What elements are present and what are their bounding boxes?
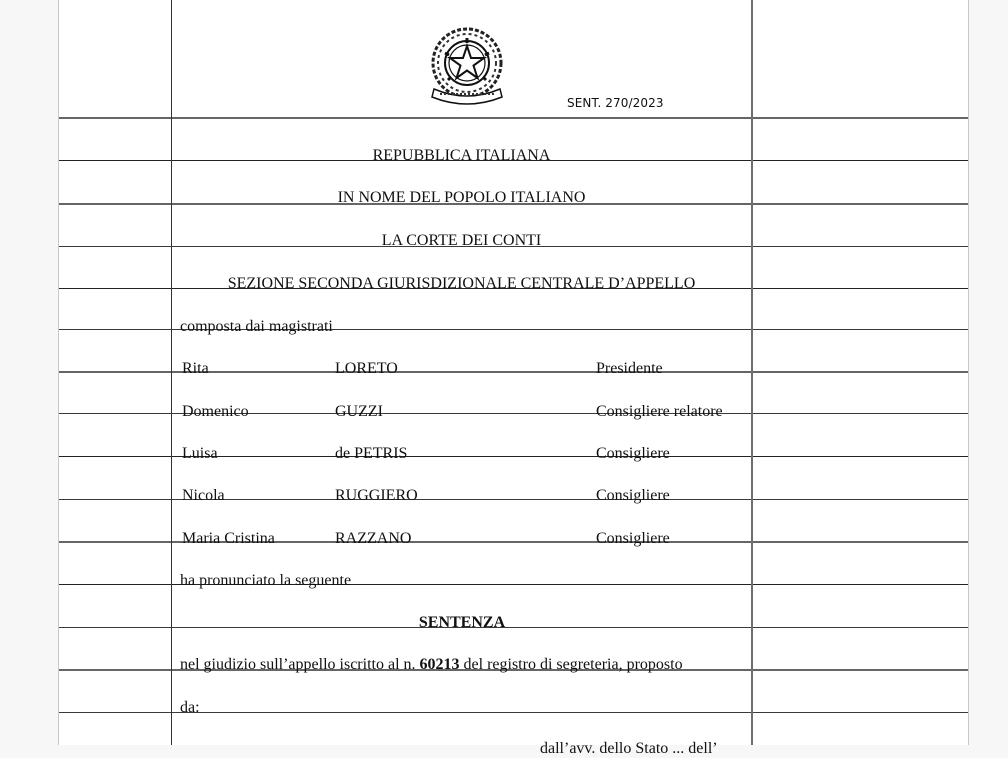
magistrate-last-name: GUZZI	[335, 403, 383, 420]
magistrate-last-name: RAZZANO	[335, 530, 412, 547]
body-continuation: da:	[180, 699, 200, 716]
intro-text: composta dai magistrati	[180, 318, 333, 335]
magistrate-last-name: de PETRIS	[335, 445, 408, 462]
left-margin-line	[171, 0, 172, 745]
register-number: 60213	[419, 656, 460, 673]
right-margin-line	[751, 0, 753, 745]
magistrate-last-name: RUGGIERO	[335, 487, 418, 504]
italian-republic-emblem-icon	[428, 23, 506, 107]
magistrate-first-name: Domenico	[182, 403, 249, 420]
magistrate-last-name: LORETO	[335, 360, 398, 377]
magistrate-role: Consigliere	[596, 445, 670, 462]
cut-off-text: dall’avv. dello Stato ... dell’	[540, 740, 718, 757]
magistrate-first-name: Luisa	[182, 445, 218, 462]
magistrate-first-name: Rita	[182, 360, 209, 377]
magistrate-first-name: Nicola	[182, 487, 225, 504]
magistrate-role: Consigliere	[596, 487, 670, 504]
heading-people: IN NOME DEL POPOLO ITALIANO	[337, 189, 586, 206]
magistrate-role: Consigliere relatore	[596, 403, 723, 420]
magistrate-role: Consigliere	[596, 530, 670, 547]
body-prefix: nel giudizio sull’appello iscritto al n.	[180, 656, 420, 673]
magistrate-role: Presidente	[596, 360, 663, 377]
cut-off-text-line	[540, 740, 750, 757]
magistrate-first-name: Maria Cristina	[182, 530, 275, 547]
rule-line	[59, 117, 968, 119]
pronounced-text: ha pronunciato la seguente	[180, 572, 352, 589]
body-suffix: del registro di segreteria, proposto	[459, 656, 683, 673]
sentence-reference: SENT. 270/2023	[567, 96, 664, 110]
heading-court: LA CORTE DEI CONTI	[381, 232, 542, 249]
body-paragraph	[180, 656, 683, 674]
heading-section: SEZIONE SECONDA GIURISDIZIONALE CENTRALE D’APPELLO	[227, 275, 696, 292]
judgment-title: SENTENZA	[418, 614, 506, 631]
heading-republic: REPUBBLICA ITALIANA	[372, 147, 551, 164]
